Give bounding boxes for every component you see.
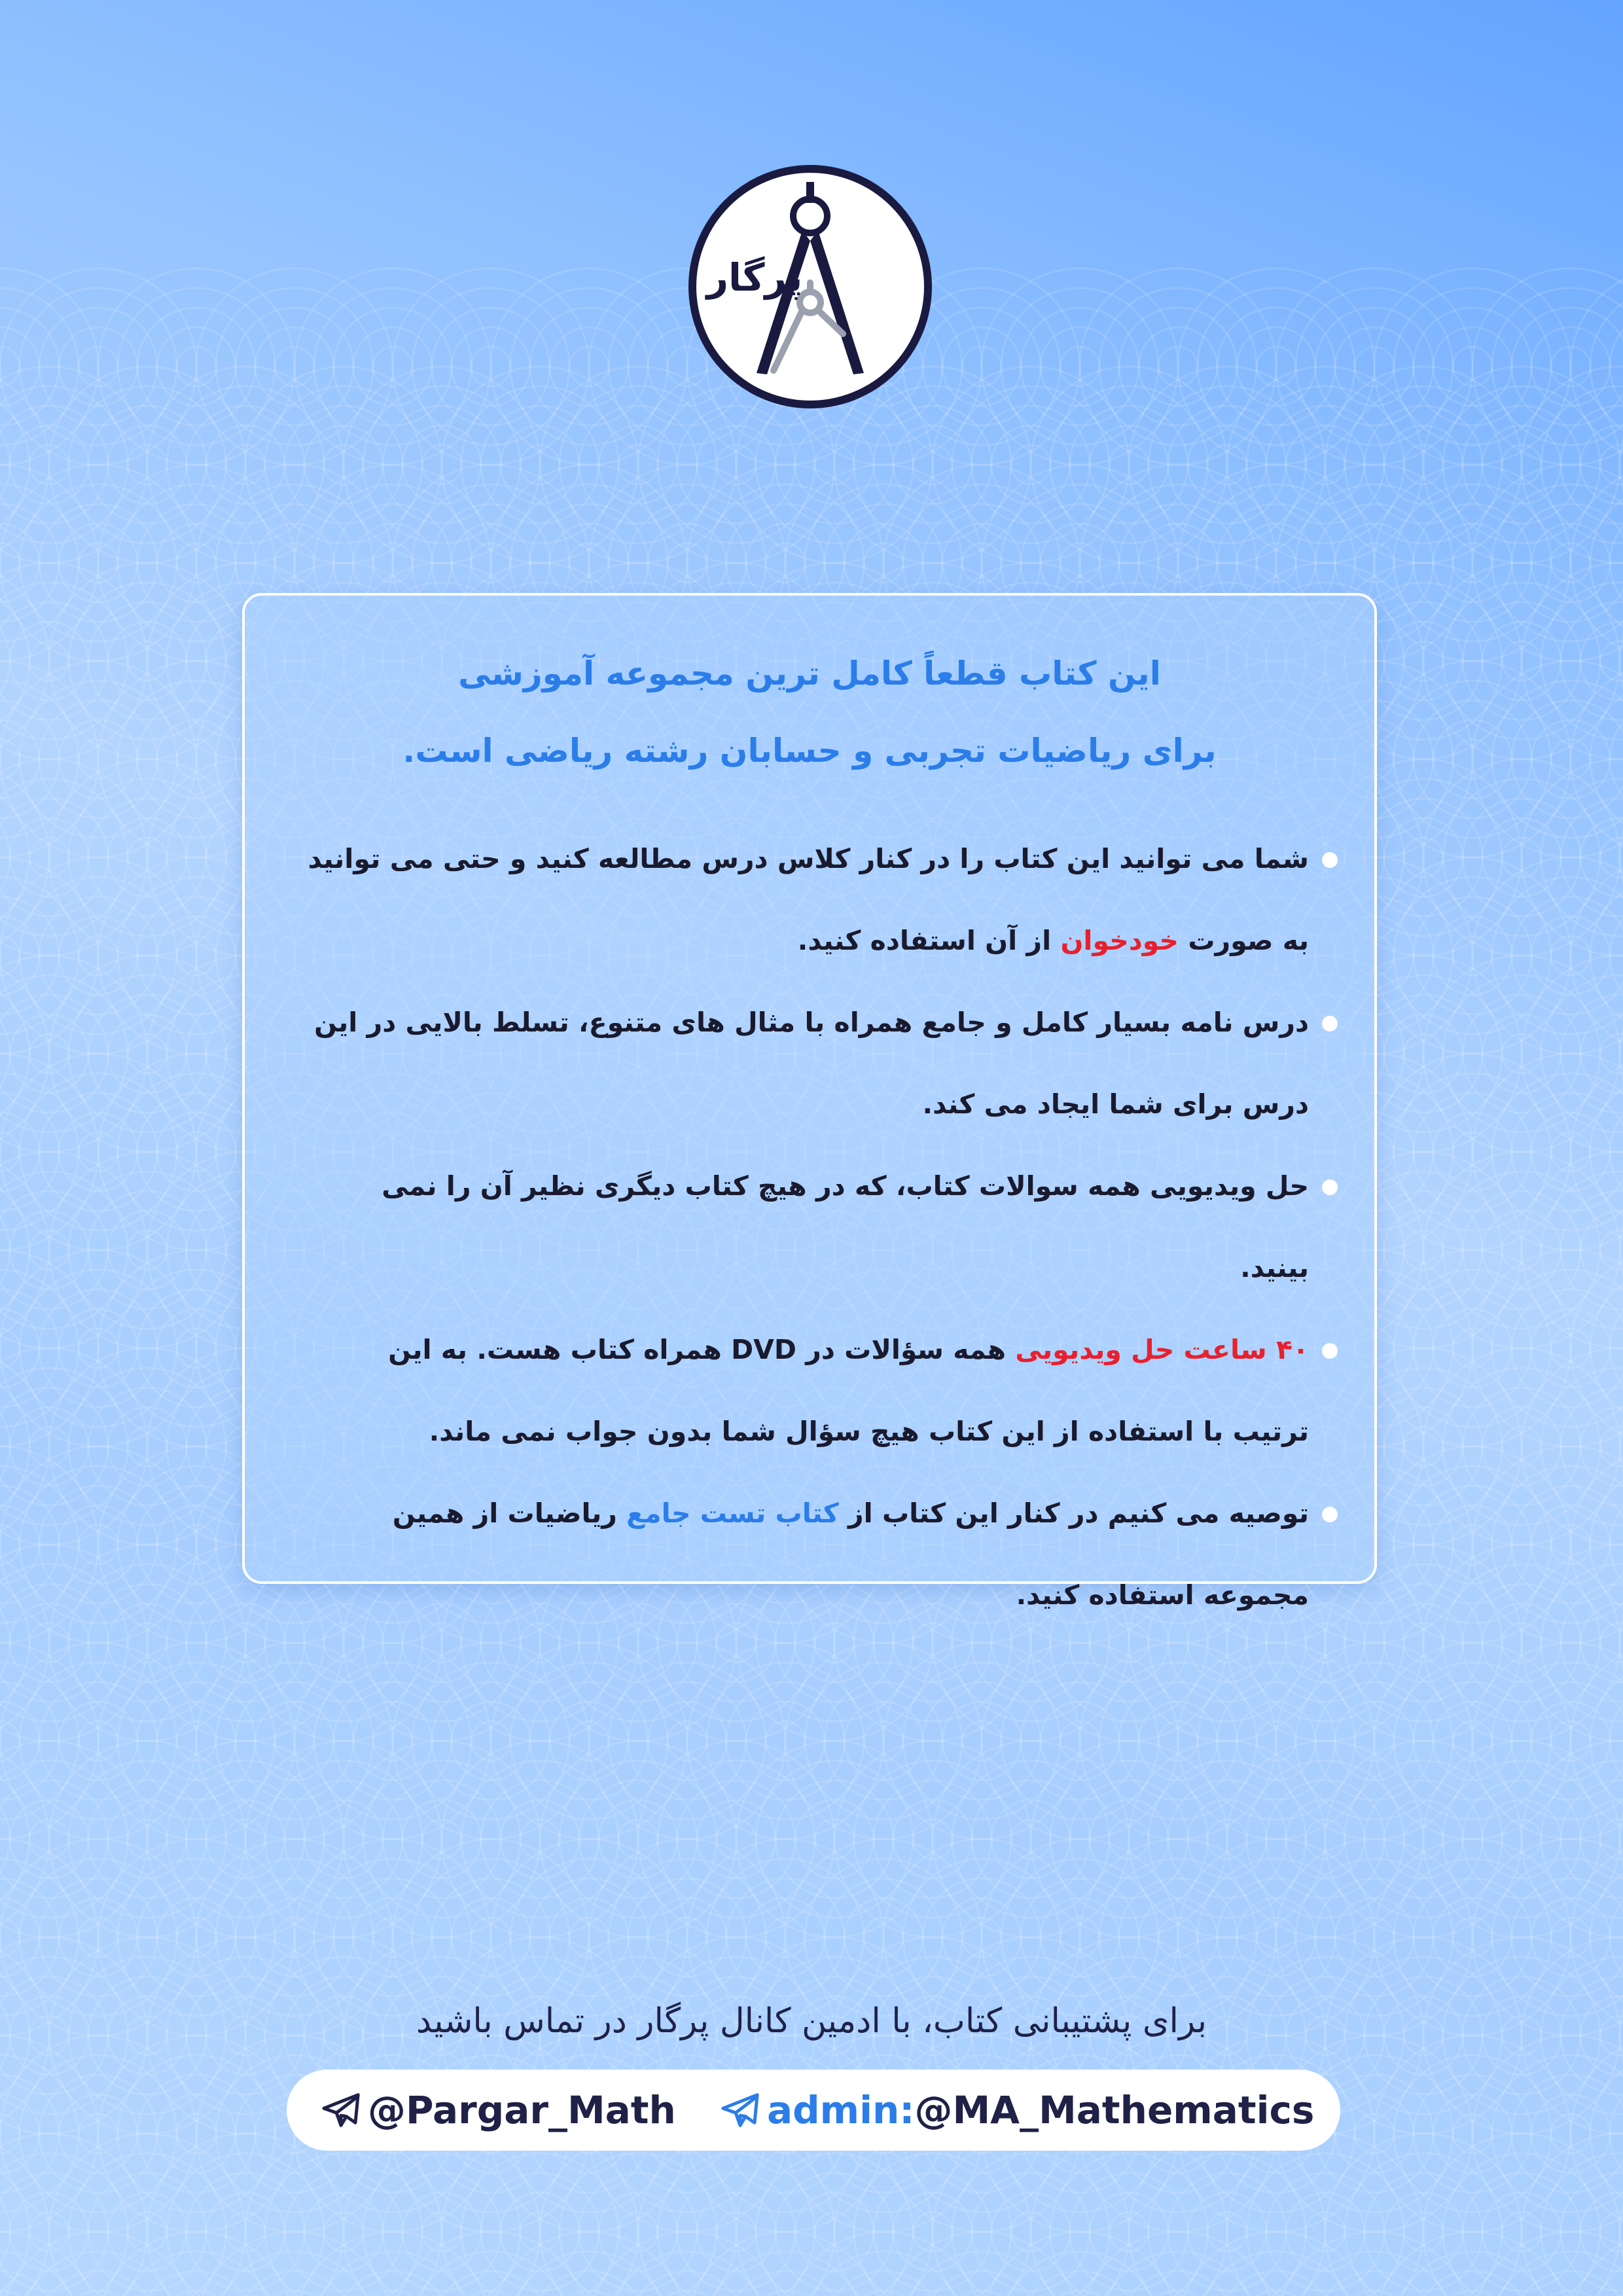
channel-handle: @Pargar_Math	[368, 2088, 676, 2132]
card-title-line-2: برای ریاضیات تجربی و حسابان رشته ریاضی است.	[402, 732, 1217, 770]
feature-text: درس نامه بسیار کامل و جامع همراه با مثال های متنوع، تسلط بالایی در این درس برای شما ایجاد می کند.	[313, 1007, 1309, 1120]
admin-handle: @MA_Mathematics	[914, 2088, 1315, 2132]
card-title-line-1: این کتاب قطعاً کامل ترین مجموعه آموزشی	[458, 655, 1161, 692]
feature-highlight: ۴۰ ساعت حل ویدیویی	[1015, 1334, 1309, 1365]
feature-text: از آن استفاده کنید.	[797, 925, 1052, 956]
info-card	[242, 593, 1377, 1611]
feature-text: همراه کتاب هست. به این ترتیب با استفاده از این کتاب هیچ سؤال شما بدون جواب نمی ماند.	[388, 1334, 1309, 1447]
logo-text: پرگار	[706, 255, 803, 300]
feature-latin-text: DVD	[731, 1334, 796, 1365]
channel-link[interactable]	[319, 2070, 676, 2151]
feature-text: حل ویدیویی همه سوالات کتاب، که در هیچ کتاب دیگری نظیر آن را نمی بینید.	[382, 1170, 1309, 1283]
feature-item	[308, 1473, 1309, 1636]
telegram-icon	[719, 2089, 762, 2132]
feature-list	[308, 818, 1309, 1636]
contact-bar	[287, 2070, 1340, 2151]
feature-item	[308, 1145, 1309, 1309]
feature-highlight: کتاب تست جامع	[626, 1498, 839, 1529]
support-text: برای پشتیبانی کتاب، با ادمین کانال پرگار در تماس باشید	[416, 2001, 1207, 2041]
feature-text: ریاضیات از همین مجموعه استفاده کنید.	[392, 1498, 1309, 1611]
feature-highlight: خودخوان	[1060, 925, 1179, 956]
logo	[686, 162, 935, 411]
feature-text: همه سؤالات در	[806, 1334, 1007, 1365]
feature-text: شما می توانید این کتاب را در کنار کلاس درس مطالعه کنید و حتی می توانید به صورت	[308, 843, 1309, 956]
admin-label: admin:	[767, 2088, 915, 2132]
telegram-icon	[319, 2089, 363, 2132]
feature-item	[308, 982, 1309, 1145]
admin-link[interactable]	[719, 2070, 1314, 2151]
feature-item	[308, 818, 1309, 982]
feature-text: توصیه می کنیم در کنار این کتاب از	[848, 1498, 1309, 1529]
feature-item	[308, 1309, 1309, 1473]
